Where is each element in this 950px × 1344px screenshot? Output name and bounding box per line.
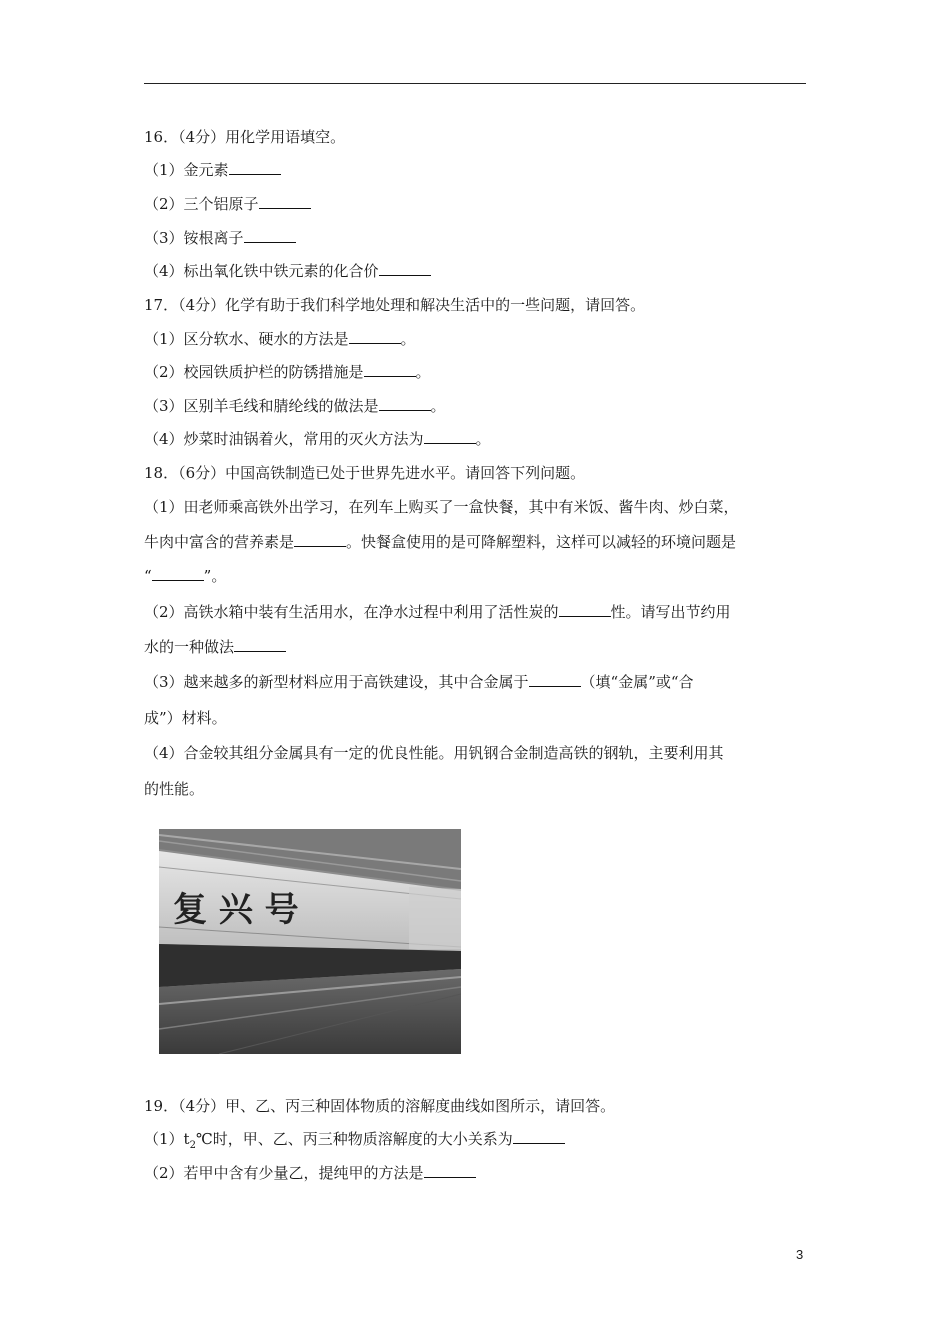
q17-part4: （4）炒菜时油锅着火，常用的灭火方法为 。 <box>144 430 491 448</box>
q18-part1-line2: 牛肉中富含的营养素是 。快餐盒使用的是可降解塑料，这样可以减轻的环境问题是 <box>144 533 737 551</box>
answer-blank[interactable] <box>529 672 581 687</box>
answer-blank[interactable] <box>234 637 286 652</box>
train-name-text: 复 兴 号 <box>173 890 299 930</box>
q18-part2-line2: 水的一种做法 <box>144 637 824 657</box>
q18-stem: 18．（6分）中国高铁制造已处于世界先进水平。请回答下列问题。 <box>144 464 586 482</box>
answer-blank[interactable] <box>294 532 346 547</box>
q16-part4: （4）标出氧化铁中铁元素的化合价 <box>144 261 824 281</box>
q18-part1-line3: “ ”。 <box>144 567 227 585</box>
header-rule <box>144 83 806 84</box>
q16-part3: （3）铵根离子 <box>144 228 824 248</box>
answer-blank[interactable] <box>379 261 431 276</box>
q19-stem: 19．（4分）甲、乙、丙三种固体物质的溶解度曲线如图所示，请回答。 <box>144 1097 616 1115</box>
answer-blank[interactable] <box>424 1163 476 1178</box>
q17-part3: （3）区别羊毛线和腈纶线的做法是 。 <box>144 397 446 415</box>
q18-part3-line2: 成”）材料。 <box>144 709 227 727</box>
answer-blank[interactable] <box>259 194 311 209</box>
train-photo <box>159 829 461 1054</box>
q18-part1-line1: （1）田老师乘高铁外出学习，在列车上购买了一盒快餐，其中有米饭、酱牛肉、炒白菜， <box>144 498 739 516</box>
q16-part2: （2）三个铝原子 <box>144 194 824 214</box>
answer-blank[interactable] <box>379 396 431 411</box>
answer-blank[interactable] <box>364 362 416 377</box>
answer-blank[interactable] <box>152 566 204 581</box>
train-photo-image <box>159 829 461 1054</box>
q16-part1: （1）金元素 <box>144 160 824 180</box>
q19-part1: $(1)t_2℃$时，甲、乙、丙三种物质溶解度的大小关系为 <box>144 1129 824 1156</box>
q18-part4-line2: 的性能。 <box>144 780 205 798</box>
q18-part2-line1: （2）高铁水箱中装有生活用水，在净水过程中利用了活性炭的 性。请写出节约用 <box>144 603 731 621</box>
answer-blank[interactable] <box>349 329 401 344</box>
answer-blank[interactable] <box>559 602 611 617</box>
answer-blank[interactable] <box>424 429 476 444</box>
answer-blank[interactable] <box>513 1129 565 1144</box>
q18-part4-line1: （4）合金较其组分金属具有一定的优良性能。用钒钢合金制造高铁的钢轨，主要利用其 <box>144 744 724 762</box>
q16-stem: 16．（4分）用化学用语填空。 <box>144 128 346 146</box>
q19-part2: （2）若甲中含有少量乙，提纯甲的方法是 <box>144 1163 824 1183</box>
page-number: 3 <box>796 1247 804 1262</box>
answer-blank[interactable] <box>244 228 296 243</box>
q17-part2: （2）校园铁质护栏的防锈措施是 。 <box>144 363 431 381</box>
q18-part3-line1: （3）越来越多的新型材料应用于高铁建设，其中合金属于 （填“金属”或“合 <box>144 673 694 691</box>
q17-part1: （1）区分软水、硬水的方法是 。 <box>144 330 416 348</box>
answer-blank[interactable] <box>229 160 281 175</box>
q17-stem: 17．（4分）化学有助于我们科学地处理和解决生活中的一些问题，请回答。 <box>144 296 646 314</box>
